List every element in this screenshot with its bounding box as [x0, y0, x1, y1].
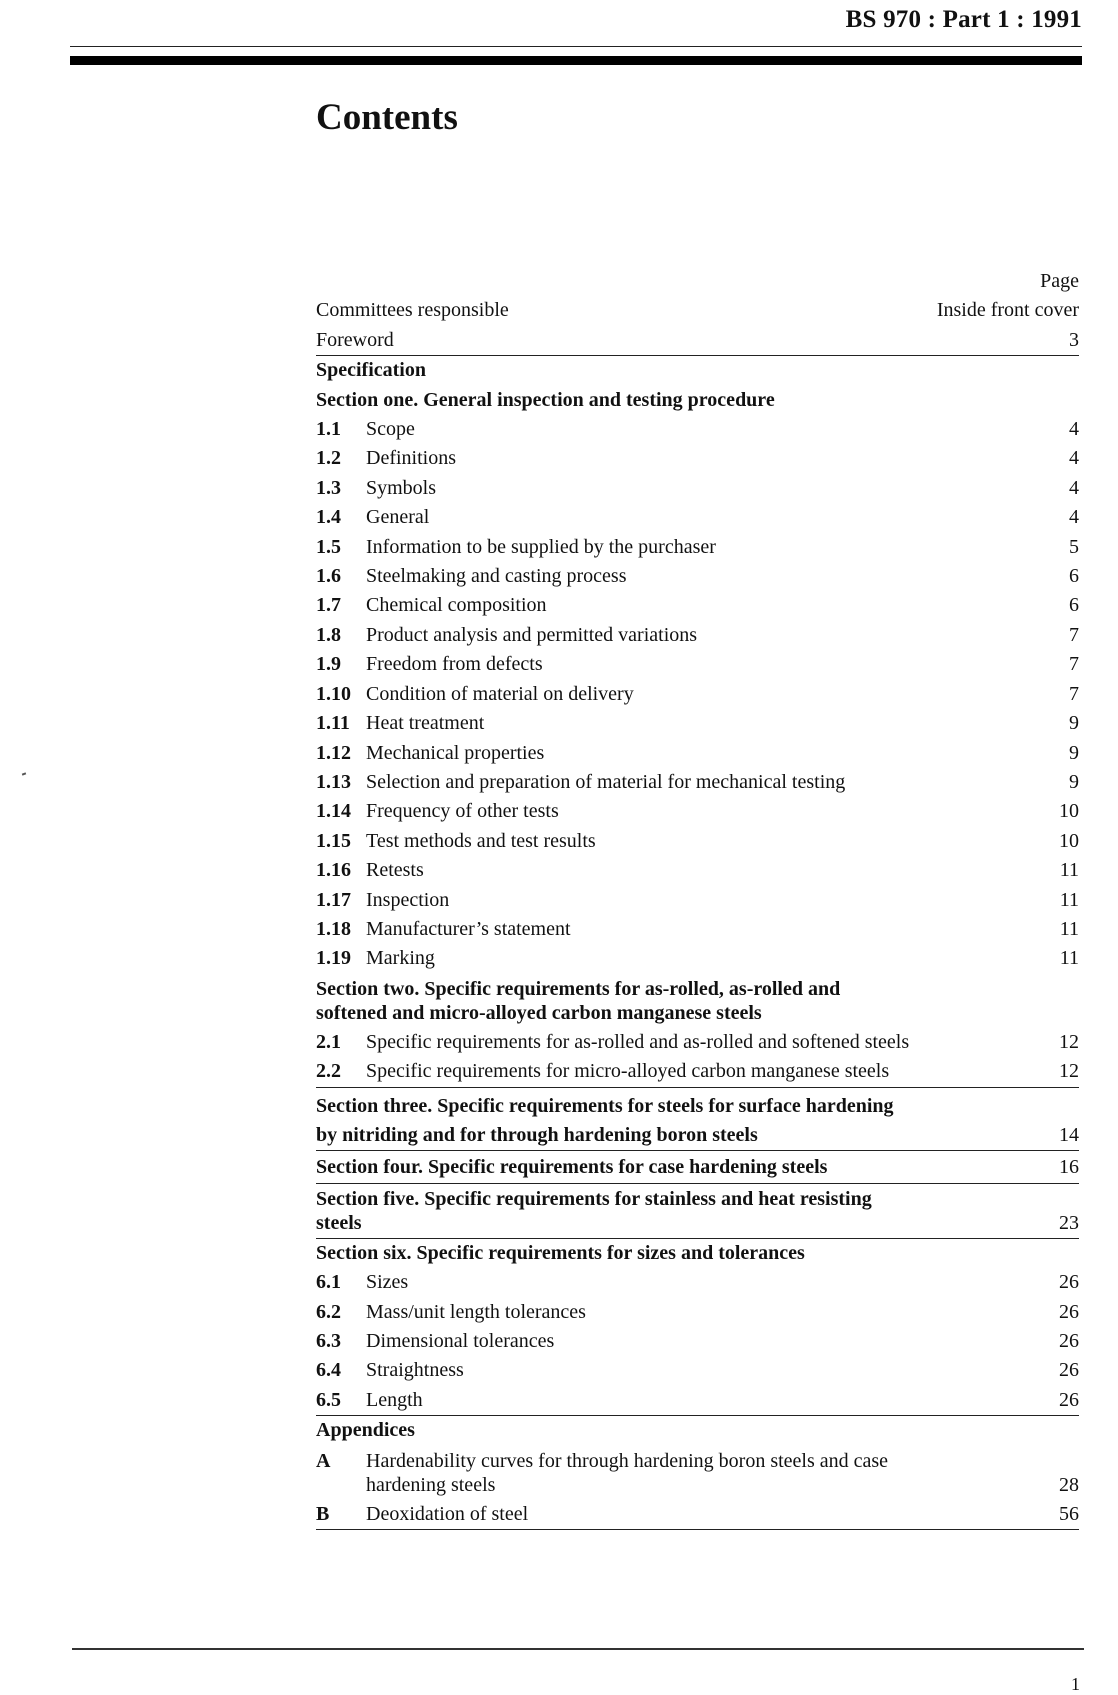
page-title: Contents: [316, 97, 458, 138]
toc-entry-page: 6: [1069, 594, 1079, 617]
appendix-a[interactable]: A Hardenability curves for through hardening boron steels and case hardening steels 28: [316, 1449, 1079, 1496]
toc-entry-page: 7: [1069, 623, 1079, 646]
toc-entry-page: 28: [1059, 1473, 1079, 1496]
clause-number: 1.16: [316, 859, 351, 882]
clause-number: 6.4: [316, 1359, 341, 1382]
toc-entry[interactable]: [316, 474, 1079, 503]
clause-number: 1.8: [316, 623, 341, 646]
clause-number: 1.3: [316, 476, 341, 499]
toc-entry[interactable]: [316, 797, 1079, 826]
toc-entry-page: 9: [1069, 712, 1079, 735]
clause-number: 2.2: [316, 1060, 341, 1083]
clause-number: 1.14: [316, 800, 351, 823]
toc-entry-title: Committees responsible: [316, 299, 509, 322]
toc-entry[interactable]: [316, 533, 1079, 562]
toc-entry-page: 10: [1059, 800, 1079, 823]
clause-number: 1.17: [316, 888, 351, 911]
section-six-heading[interactable]: Section six. Specific requirements for sizes and tolerances: [316, 1241, 805, 1264]
clause-number: 6.1: [316, 1271, 341, 1294]
toc-entry-page: 7: [1069, 653, 1079, 676]
toc-entry[interactable]: [316, 680, 1079, 709]
toc-entry-title: Specific requirements for micro-alloyed carbon manganese steels: [366, 1060, 890, 1083]
section-two-list: [316, 1028, 1079, 1088]
toc-entry-page: 5: [1069, 535, 1079, 558]
toc-entry-title: Mechanical properties: [366, 741, 545, 764]
toc-entry[interactable]: [316, 886, 1079, 915]
toc-entry[interactable]: [316, 444, 1079, 473]
clause-number: 1.12: [316, 741, 351, 764]
toc-entry-page: 11: [1059, 888, 1079, 911]
toc-entry[interactable]: [316, 768, 1079, 797]
toc-entry-title: Mass/unit length tolerances: [366, 1300, 586, 1323]
toc-entry-page: 26: [1059, 1271, 1079, 1294]
toc-entry[interactable]: [316, 415, 1079, 444]
toc-entry-title: Manufacturer’s statement: [366, 917, 571, 940]
toc-entry[interactable]: [316, 650, 1079, 679]
toc-entry-page: 7: [1069, 682, 1079, 705]
toc-entry[interactable]: [316, 1057, 1079, 1086]
toc-entry-title: Dimensional tolerances: [366, 1330, 555, 1352]
section-five-heading[interactable]: Section five. Specific requirements for stainless and heat resisting steels 23: [316, 1184, 1079, 1239]
section-one-list: [316, 415, 1079, 974]
toc-entry-page: 4: [1069, 506, 1079, 529]
clause-number: 1.10: [316, 682, 351, 705]
toc-entry-title: Foreword: [316, 328, 394, 351]
section-one-heading[interactable]: Section one. General inspection and testing procedure: [316, 388, 775, 411]
toc-entry-page: 11: [1059, 947, 1079, 970]
clause-number: 1.1: [316, 418, 341, 441]
toc-entry-title: Specific requirements for as-rolled and as-rolled and softened steels: [366, 1030, 910, 1053]
toc-entry-title: Heat treatment: [366, 712, 485, 735]
toc-entry-page: 11: [1059, 859, 1079, 882]
specification-heading: Specification: [316, 359, 426, 382]
footer-rule: [72, 1648, 1084, 1650]
toc-entry-committees[interactable]: [316, 296, 1079, 325]
toc-entry[interactable]: [316, 1028, 1079, 1057]
clause-number: 1.19: [316, 947, 351, 970]
clause-number: 1.18: [316, 917, 351, 940]
toc-entry-title: Marking: [366, 947, 435, 970]
toc-entry[interactable]: [316, 915, 1079, 944]
toc-entry[interactable]: [316, 856, 1079, 885]
toc-entry-page: 26: [1059, 1388, 1079, 1411]
section-two-heading[interactable]: Section two. Specific requirements for as-rolled, as-rolled and softened and micro-alloyed carbon manganese steels: [316, 977, 841, 1024]
toc-entry-title: Inspection: [366, 888, 450, 911]
toc-entry[interactable]: [316, 591, 1079, 620]
toc-entry-title: Product analysis and permitted variations: [366, 623, 698, 646]
toc-entry-page: 11: [1059, 917, 1079, 940]
toc-entry-page: 9: [1069, 741, 1079, 764]
toc-entry-page: Inside front cover: [936, 299, 1079, 322]
clause-number: 1.9: [316, 653, 341, 676]
toc-entry-title: Frequency of other tests: [366, 800, 559, 823]
toc-entry[interactable]: [316, 739, 1079, 768]
toc-entry-page: 26: [1059, 1330, 1079, 1352]
toc-entry-foreword[interactable]: [316, 326, 1079, 356]
toc-entry[interactable]: [316, 1298, 1079, 1327]
section-six-list: [316, 1268, 1079, 1416]
clause-number: 1.13: [316, 770, 351, 793]
toc-entry-page: 14: [1059, 1123, 1079, 1146]
toc-entry-title: Straightness: [366, 1359, 464, 1382]
clause-number: 2.1: [316, 1030, 341, 1053]
section-four-heading[interactable]: Section four. Specific requirements for case hardening steels 16: [316, 1151, 1079, 1183]
appendix-letter: B: [316, 1502, 330, 1525]
toc-entry-title: Retests: [366, 859, 424, 882]
toc-entry[interactable]: [316, 1268, 1079, 1297]
header-rule-thick: [70, 56, 1082, 65]
toc-entry[interactable]: [316, 827, 1079, 856]
clause-number: 1.15: [316, 829, 351, 852]
appendices-list: [316, 1446, 1079, 1530]
table-of-contents: [316, 267, 1079, 1530]
header-rule-thin: [70, 46, 1082, 47]
section-three-heading[interactable]: Section three. Specific requirements for steels for surface hardening by nitriding and for through hardening boron steels 14: [316, 1088, 1079, 1152]
page-column-label: Page: [1040, 270, 1079, 292]
toc-entry-title: Length: [366, 1388, 423, 1411]
standard-reference-header: BS 970 : Part 1 : 1991: [845, 6, 1082, 33]
clause-number: 1.11: [316, 712, 350, 735]
toc-entry-page: 56: [1059, 1502, 1079, 1525]
toc-entry[interactable]: [316, 1356, 1079, 1385]
clause-number: 6.2: [316, 1300, 341, 1323]
page-number: 1: [1071, 1674, 1080, 1694]
toc-entry[interactable]: [316, 709, 1079, 738]
toc-entry[interactable]: [316, 1327, 1079, 1356]
toc-entry-page: 23: [1059, 1211, 1079, 1234]
toc-entry[interactable]: [316, 944, 1079, 973]
clause-number: 1.4: [316, 506, 341, 529]
toc-entry-page: 26: [1059, 1359, 1079, 1382]
clause-number: 1.7: [316, 594, 341, 617]
toc-entry-page: 12: [1059, 1030, 1079, 1053]
toc-entry-page: 10: [1059, 829, 1079, 852]
appendix-letter: A: [316, 1449, 331, 1472]
toc-entry-title: Test methods and test results: [366, 829, 596, 852]
toc-entry-page: 4: [1069, 476, 1079, 499]
toc-entry[interactable]: [316, 562, 1079, 591]
clause-number: 1.6: [316, 565, 341, 588]
toc-entry-page: 4: [1069, 418, 1079, 441]
toc-entry[interactable]: [316, 1386, 1079, 1415]
toc-entry-page: 12: [1059, 1060, 1079, 1083]
toc-entry-title: Scope: [366, 418, 415, 441]
toc-entry-title: Condition of material on delivery: [366, 682, 634, 705]
toc-entry-page: 16: [1059, 1156, 1079, 1179]
toc-entry[interactable]: [316, 621, 1079, 650]
toc-entry-title: Definitions: [366, 447, 456, 470]
page-column-header: [316, 267, 1079, 296]
clause-number: 1.2: [316, 447, 341, 470]
toc-entry-title: Steelmaking and casting process: [366, 565, 627, 588]
appendices-heading: Appendices: [316, 1419, 415, 1442]
toc-entry-title: Information to be supplied by the purchaser: [366, 535, 716, 558]
toc-entry-page: 9: [1069, 770, 1079, 793]
toc-entry-title: Symbols: [366, 476, 437, 499]
toc-entry-title: Freedom from defects: [366, 653, 543, 676]
toc-entry-title: Selection and preparation of material for mechanical testing: [366, 770, 846, 793]
toc-entry-title: Sizes: [366, 1271, 409, 1294]
toc-entry-page: 26: [1059, 1300, 1079, 1323]
toc-entry[interactable]: [316, 503, 1079, 532]
clause-number: 6.5: [316, 1388, 341, 1411]
toc-entry-page: 4: [1069, 447, 1079, 470]
appendix-b[interactable]: B Deoxidation of steel 56: [316, 1500, 1079, 1529]
toc-entry-title: General: [366, 506, 430, 529]
toc-entry-page: 6: [1069, 565, 1079, 588]
toc-entry-title: Chemical composition: [366, 594, 547, 617]
clause-number: 1.5: [316, 535, 341, 558]
scan-mark: [22, 772, 26, 775]
toc-entry-page: 3: [1069, 328, 1079, 351]
clause-number: 6.3: [316, 1330, 341, 1352]
